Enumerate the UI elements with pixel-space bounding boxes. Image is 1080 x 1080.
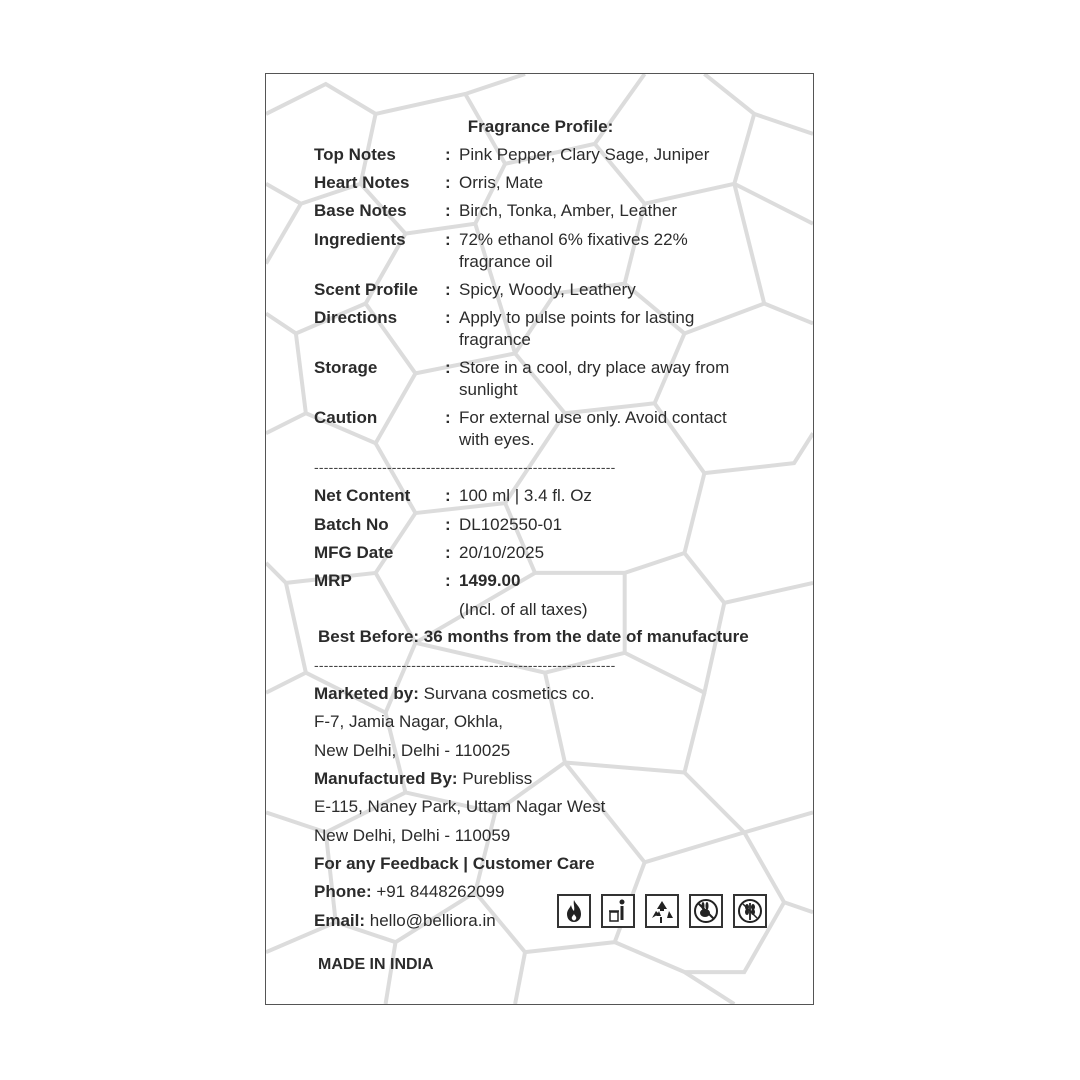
detail-key: MRP bbox=[314, 571, 352, 590]
email-line bbox=[314, 911, 496, 931]
spec-key: Scent Profile bbox=[314, 280, 418, 299]
spec-colon: : bbox=[445, 308, 451, 327]
feedback-heading: For any Feedback | Customer Care bbox=[314, 854, 595, 873]
email-label: Email: bbox=[314, 911, 366, 930]
spec-value: Birch, Tonka, Amber, Leather bbox=[459, 201, 677, 220]
spec-colon: : bbox=[445, 408, 451, 427]
spec-value: For external use only. Avoid contact with eyes. bbox=[459, 408, 727, 449]
manufacturer-name: Purebliss bbox=[462, 769, 533, 788]
phone-value: +91 8448262099 bbox=[376, 882, 505, 901]
recycle-icon bbox=[645, 894, 679, 928]
dispose-bin-icon bbox=[601, 894, 635, 928]
spec-key: Storage bbox=[314, 358, 378, 377]
divider: -------------------------------------------------------------- bbox=[314, 459, 616, 475]
manufacturer-line bbox=[314, 769, 532, 789]
made-in-india: MADE IN INDIA bbox=[318, 956, 434, 973]
spec-colon: : bbox=[445, 230, 451, 249]
detail-value: DL102550-01 bbox=[459, 515, 563, 534]
spec-value: Orris, Mate bbox=[459, 173, 544, 192]
detail-key: Batch No bbox=[314, 515, 389, 534]
phone-line bbox=[314, 882, 504, 902]
spec-colon: : bbox=[445, 145, 451, 164]
manufacturer-label: Manufactured By: bbox=[314, 769, 458, 788]
spec-colon: : bbox=[445, 486, 451, 505]
detail-key: Net Content bbox=[314, 486, 411, 505]
marketer-address-2: New Delhi, Delhi - 110025 bbox=[314, 741, 511, 760]
spec-value: Store in a cool, dry place away from sunlight bbox=[459, 358, 730, 399]
spec-value: Apply to pulse points for lasting fragrance bbox=[459, 308, 695, 349]
email-value: hello@belliora.in bbox=[369, 911, 496, 930]
best-before: Best Before: 36 months from the date of manufacture bbox=[318, 627, 749, 646]
mrp-value: 1499.00 bbox=[459, 571, 521, 590]
product-label bbox=[265, 73, 814, 1005]
divider: -------------------------------------------------------------- bbox=[314, 657, 616, 673]
gluten-free-icon bbox=[733, 894, 767, 928]
fragrance-profile-heading: Fragrance Profile: bbox=[467, 117, 614, 136]
spec-value: Pink Pepper, Clary Sage, Juniper bbox=[459, 145, 710, 164]
spec-key: Base Notes bbox=[314, 201, 407, 220]
spec-colon: : bbox=[445, 358, 451, 377]
marketer-line bbox=[314, 684, 595, 704]
spec-value: Spicy, Woody, Leathery bbox=[459, 280, 636, 299]
spec-colon: : bbox=[445, 201, 451, 220]
detail-key: MFG Date bbox=[314, 543, 394, 562]
spec-key: Caution bbox=[314, 408, 378, 427]
flammable-icon bbox=[557, 894, 591, 928]
manufacturer-address-2: New Delhi, Delhi - 110059 bbox=[314, 826, 511, 845]
manufacturer-address-1: E-115, Naney Park, Uttam Nagar West bbox=[314, 797, 606, 816]
phone-label: Phone: bbox=[314, 882, 372, 901]
detail-value: 100 ml | 3.4 fl. Oz bbox=[459, 486, 592, 505]
detail-value: 20/10/2025 bbox=[459, 543, 545, 562]
spec-key: Ingredients bbox=[314, 230, 406, 249]
tax-note: (Incl. of all taxes) bbox=[459, 600, 588, 619]
spec-key: Directions bbox=[314, 308, 398, 327]
spec-key: Heart Notes bbox=[314, 173, 410, 192]
spec-colon: : bbox=[445, 571, 451, 590]
spec-value: 72% ethanol 6% fixatives 22% fragrance oil bbox=[459, 230, 688, 271]
spec-key: Top Notes bbox=[314, 145, 396, 164]
marketer-name: Survana cosmetics co. bbox=[423, 684, 595, 703]
spec-colon: : bbox=[445, 173, 451, 192]
marketer-address-1: F-7, Jamia Nagar, Okhla, bbox=[314, 712, 503, 731]
marketer-label: Marketed by: bbox=[314, 684, 419, 703]
label-content bbox=[266, 74, 813, 1004]
spec-colon: : bbox=[445, 515, 451, 534]
spec-colon: : bbox=[445, 543, 451, 562]
spec-colon: : bbox=[445, 280, 451, 299]
no-animal-testing-icon bbox=[689, 894, 723, 928]
